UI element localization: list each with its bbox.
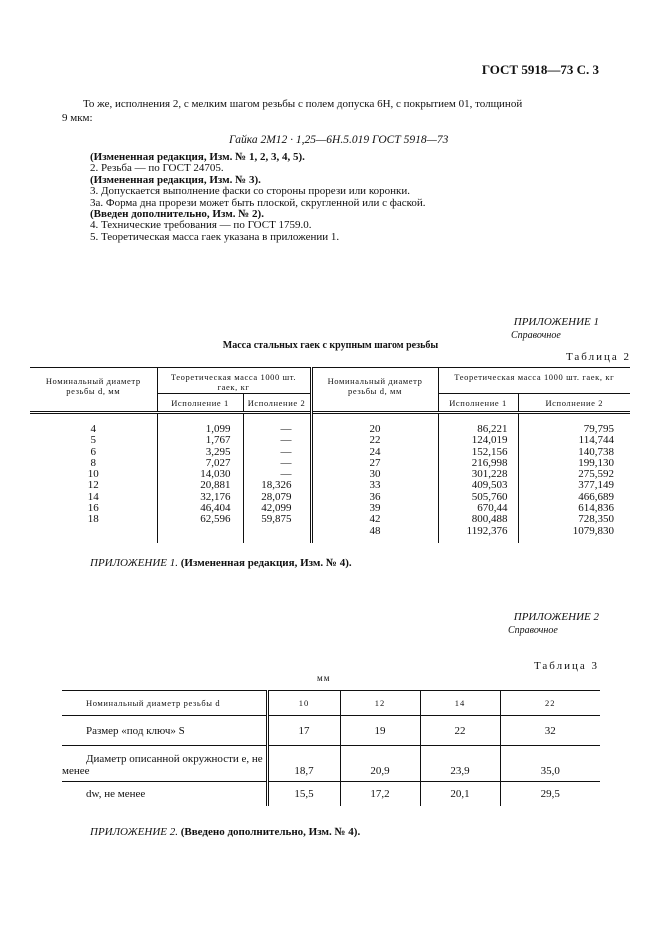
right-diameters: 20 22 24 27 30 33 36 39 42 48 [311,413,438,543]
cell-value: 12 [340,691,420,716]
table-2-title: Масса стальных гаек с крупным шагом резьбы [222,340,439,351]
row-label: Диаметр описанной окружности e, не менее [62,746,267,782]
cell-value: 22 [420,716,500,746]
note-ref: ПРИЛОЖЕНИЕ 2. [90,826,178,838]
cell-value: 23,9 [420,746,500,782]
cell-value: 19 [340,716,420,746]
row-label: Номинальный диаметр резьбы d [62,691,267,716]
cell-value: 22 [500,691,600,716]
cell-value: 10 [267,691,340,716]
cell-value: 20,1 [420,782,500,806]
list-item: 5. Теоретическая масса гаек указана в приложении 1. [90,230,340,243]
appendix-2-title: ПРИЛОЖЕНИЕ 2 [513,611,599,623]
list-item: 3а. Форма дна прорези может быть плоской, скругленной или с фаской. [90,196,426,209]
right-isp2-values: 79,795 114,744 140,738 199,130 275,592 377,149 466,689 614,836 728,350 1079,830 [572,423,614,537]
header-diameter-right: Номинальный диаметр резьбы d, мм [311,368,438,413]
cell-value: 15,5 [267,782,340,806]
intro-line-2: 9 мкм: [62,112,93,124]
list-item: 3. Допускается выполнение фаски со стороны прорези или коронки. [90,185,410,198]
cell-value: 14 [420,691,500,716]
table-3-label: Таблица 3 [533,660,599,672]
page-header: ГОСТ 5918—73 С. 3 [481,62,599,77]
intro-line-1: То же, исполнения 2, с мелким шагом резьбы с полем допуска 6Н, с покрытием 01, толщиной [83,98,523,110]
header-isp2-right: Исполнение 2 [545,397,604,408]
table-2 [30,367,630,543]
appendix-2-subtitle: Справочное [508,625,558,636]
list-item: 4. Технические требования — по ГОСТ 1759.0. [90,219,312,232]
list-item: (Измененная редакция, Изм. № 3). [90,173,261,186]
cell-value: 35,0 [500,746,600,782]
cell-value: 18,7 [267,746,340,782]
list-item: (Измененная редакция, Изм. № 1, 2, 3, 4, 5). [90,151,305,163]
header-isp1-left: Исполнение 1 [157,394,243,413]
left-diameters: 4 5 6 8 10 12 14 16 18 [30,413,157,543]
list-item: 2. Резьба — по ГОСТ 24705. [90,162,224,175]
items-list [90,152,426,243]
header-isp1-right: Исполнение 1 [438,394,518,413]
header-isp2-left: Исполнение 2 [243,394,311,413]
appendix-1-note [90,557,352,569]
row-label: Размер «под ключ» S [62,716,267,746]
table-row [62,782,600,806]
note-ref: ПРИЛОЖЕНИЕ 1. [90,557,178,569]
appendix-1-title: ПРИЛОЖЕНИЕ 1 [513,316,599,328]
cell-value: 29,5 [500,782,600,806]
table-row [62,746,600,782]
header-diameter-left: Номинальный диаметр резьбы d, мм [30,368,157,413]
table-2-label: Таблица 2 [565,351,631,363]
cell-value: 32 [500,716,600,746]
appendix-1-subtitle: Справочное [511,330,561,341]
table-row [62,716,600,746]
header-mass-left: Теоретическая масса 1000 шт. гаек, кг [157,368,311,394]
note-text: (Введено дополнительно, Изм. № 4). [180,826,361,838]
appendix-2-note [90,826,360,838]
right-isp1-values: 86,221 124,019 152,156 216,998 301,228 409,503 505,760 670,44 800,488 1192,376 [438,413,518,543]
note-text: (Измененная редакция, Изм. № 4). [180,557,352,569]
left-isp2-values: — — — — — 18,326 28,079 42,099 59,875 [243,413,311,543]
left-isp1-values: 1,099 1,767 3,295 7,027 14,030 20,881 32,176 46,404 62,596 [157,413,243,543]
cell-value: 17 [267,716,340,746]
header-mass-right: Теоретическая масса 1000 шт. гаек, кг [438,368,630,394]
table-row [62,691,600,716]
designation-formula: Гайка 2М12 · 1,25—6Н.5.019 ГОСТ 5918—73 [229,134,449,146]
row-label: dw, не менее [62,782,267,806]
list-item: (Введен дополнительно, Изм. № 2). [90,208,264,221]
cell-value: 17,2 [340,782,420,806]
table-3-unit: мм [317,673,331,683]
table-3 [62,690,600,806]
cell-value: 20,9 [340,746,420,782]
